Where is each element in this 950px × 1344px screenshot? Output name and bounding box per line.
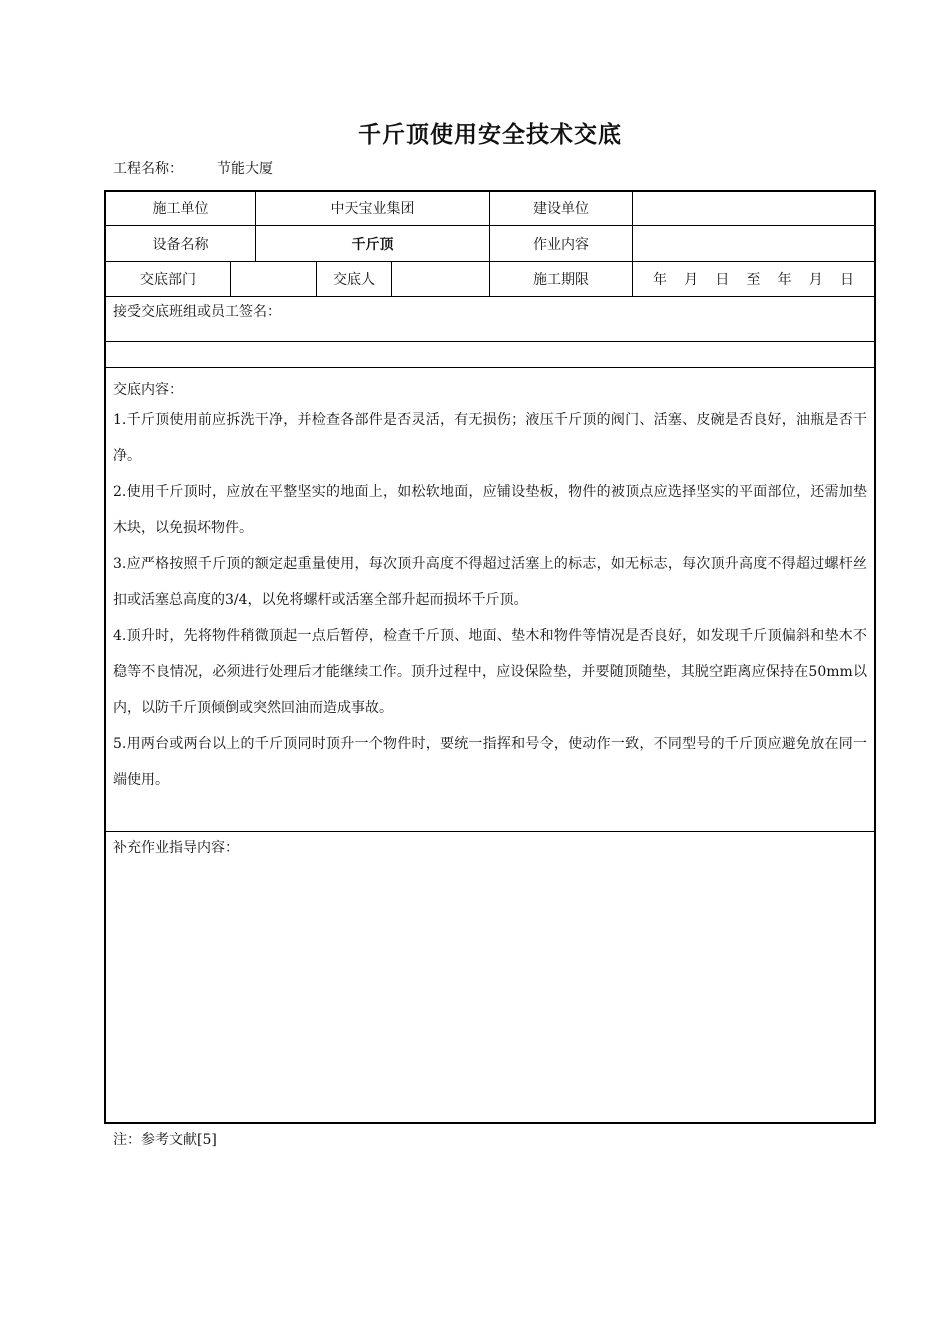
disclosure-content (113, 380, 867, 798)
equipment-label: 设备名称 (152, 236, 209, 253)
period-to: 至 (746, 272, 761, 288)
work-content-label: 作业内容 (533, 236, 589, 253)
content-heading: 交底内容： (113, 382, 183, 398)
period-day-start: 日 (715, 272, 730, 288)
content-item: 4.顶升时，先将物件稍微顶起一点后暂停，检查千斤顶、地面、垫木和物件等情况是否良好，如发现千斤顶偏斜和垫木不稳等不良情况，必须进行处理后才能继续工作。顶升过程中，应设保险垫，并要随顶随垫，其脱空距离应保持在50mm以内，以防千斤顶倾倒或突然回油而造成事故。 (113, 628, 867, 716)
row-divider (105, 341, 875, 342)
project-name-value: 节能大厦 (217, 161, 273, 177)
owner-unit-value (633, 191, 874, 225)
period-month-end: 月 (808, 272, 823, 288)
period-month-start: 月 (684, 272, 699, 288)
equipment-value: 千斤顶 (351, 236, 394, 253)
content-item: 2.使用千斤顶时，应放在平整坚实的地面上，如松软地面，应铺设垫板，物件的被顶点应选择坚实的平面部位，还需加垫木块，以免损坏物件。 (113, 484, 867, 536)
row-divider (105, 831, 875, 832)
row-divider (105, 296, 875, 297)
period-value (633, 262, 874, 296)
content-item: 1.千斤顶使用前应拆洗干净，并检查各部件是否灵活，有无损伤；液压千斤顶的阀门、活塞、皮碗是否良好，油瓶是否干净。 (113, 412, 867, 464)
construction-unit-value: 中天宝业集团 (330, 201, 415, 217)
supplement-label: 补充作业指导内容： (113, 840, 239, 856)
work-content-value (633, 226, 874, 261)
signature-label: 接受交底班组或员工签名： (113, 304, 281, 320)
content-item: 5.用两台或两台以上的千斤顶同时顶升一个物件时，要统一指挥和号令，使动作一致，不同型号的千斤顶应避免放在同一端使用。 (113, 736, 867, 788)
period-year-start: 年 (653, 272, 667, 288)
row-divider (105, 367, 875, 368)
project-name-label: 工程名称： (113, 161, 183, 177)
period-label: 施工期限 (533, 272, 589, 288)
document-title: 千斤顶使用安全技术交底 (358, 122, 622, 148)
period-day-end: 日 (839, 272, 854, 288)
department-value (231, 262, 316, 296)
project-name-line (113, 158, 273, 178)
department-label: 交底部门 (140, 272, 196, 288)
content-item: 3.应严格按照千斤顶的额定起重量使用，每次顶升高度不得超过活塞上的标志，如无标志，每次顶升高度不得超过螺杆丝扣或活塞总高度的3/4，以免将螺杆或活塞全部升起而损坏千斤顶。 (113, 556, 867, 608)
period-year-end: 年 (777, 272, 792, 288)
owner-unit-label: 建设单位 (533, 201, 589, 217)
footnote: 注：参考文献[5] (113, 1132, 217, 1148)
person-label: 交底人 (333, 272, 375, 288)
construction-unit-label: 施工单位 (152, 201, 209, 217)
person-value (392, 262, 489, 296)
